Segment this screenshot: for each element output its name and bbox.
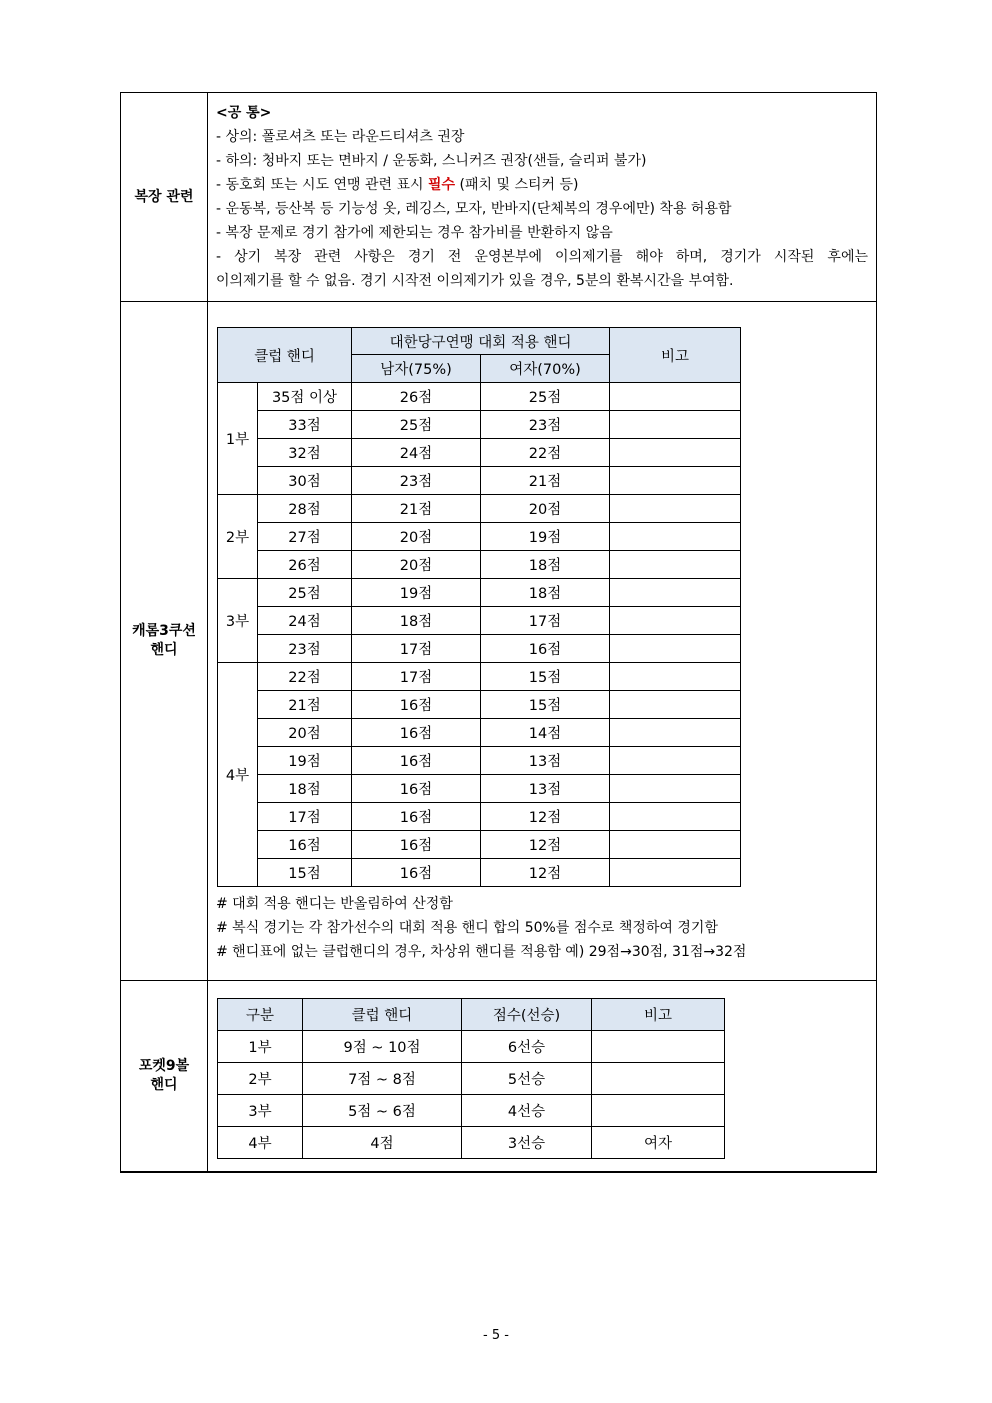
division-cell: 4부 <box>218 663 258 887</box>
table-row <box>218 691 741 719</box>
female-cell: 13점 <box>481 747 610 775</box>
required-mark: 필수 <box>428 177 456 193</box>
club-cell: 25점 <box>258 579 352 607</box>
pocket-header-club: 클럽 핸디 <box>303 999 462 1031</box>
pocket-label <box>121 981 208 1173</box>
male-cell: 18점 <box>352 607 481 635</box>
male-cell: 16점 <box>352 775 481 803</box>
note-cell <box>610 467 741 495</box>
club-cell: 19점 <box>258 747 352 775</box>
female-cell: 12점 <box>481 859 610 887</box>
female-cell: 22점 <box>481 439 610 467</box>
note-cell <box>610 607 741 635</box>
note-cell <box>610 579 741 607</box>
table-row <box>218 495 741 523</box>
pocket-header-score: 점수(선승) <box>462 999 592 1031</box>
male-cell: 17점 <box>352 635 481 663</box>
note-cell <box>610 747 741 775</box>
note-rounding: # 대회 적용 핸디는 반올림하여 산정함 <box>216 896 453 912</box>
table-row <box>218 467 741 495</box>
dress-code-row <box>121 93 877 302</box>
carom-label-line2: 핸디 <box>150 642 178 658</box>
male-cell: 26점 <box>352 383 481 411</box>
pocket-division-cell: 4부 <box>218 1127 303 1159</box>
pocket-club-cell: 5점 ~ 6점 <box>303 1095 462 1127</box>
carom-row <box>121 302 877 981</box>
female-cell: 15점 <box>481 691 610 719</box>
header-club-handicap: 클럽 핸디 <box>218 328 352 383</box>
dress-line-allowed: - 운동복, 등산복 등 기능성 옷, 레깅스, 모자, 반바지(단체복의 경우에만) 착용 허용함 <box>216 201 732 217</box>
pocket-score-cell: 5선승 <box>462 1063 592 1095</box>
male-cell: 19점 <box>352 579 481 607</box>
club-cell: 24점 <box>258 607 352 635</box>
division-cell: 3부 <box>218 579 258 663</box>
male-cell: 16점 <box>352 691 481 719</box>
table-row <box>218 551 741 579</box>
pocket-division-cell: 3부 <box>218 1095 303 1127</box>
note-cell <box>610 439 741 467</box>
note-cell <box>610 691 741 719</box>
note-cell <box>610 551 741 579</box>
note-cell <box>610 831 741 859</box>
dress-line-objection: - 상기 복장 관련 사항은 경기 전 운영본부에 이의제기를 해야 하며, 경기가 시작된 후에는 <box>216 249 868 265</box>
club-cell: 26점 <box>258 551 352 579</box>
pocket-club-cell: 9점 ~ 10점 <box>303 1031 462 1063</box>
table-row <box>218 719 741 747</box>
table-row <box>218 607 741 635</box>
dress-line-emblem-post: (패치 및 스티커 등) <box>455 177 579 193</box>
table-row <box>218 1031 725 1063</box>
dress-line-top: - 상의: 폴로셔츠 또는 라운드티셔츠 권장 <box>216 129 465 145</box>
pocket-club-cell: 4점 <box>303 1127 462 1159</box>
male-cell: 16점 <box>352 747 481 775</box>
note-cell <box>610 635 741 663</box>
male-cell: 16점 <box>352 719 481 747</box>
pocket-row <box>121 981 877 1173</box>
male-cell: 16점 <box>352 831 481 859</box>
pocket-score-cell: 6선승 <box>462 1031 592 1063</box>
female-cell: 13점 <box>481 775 610 803</box>
female-cell: 16점 <box>481 635 610 663</box>
pocket-header-note: 비고 <box>592 999 725 1031</box>
male-cell: 21점 <box>352 495 481 523</box>
carom-content <box>208 302 877 981</box>
club-cell: 22점 <box>258 663 352 691</box>
pocket-label-line2: 핸디 <box>150 1077 178 1093</box>
dress-heading: <공 통> <box>216 105 272 121</box>
club-cell: 30점 <box>258 467 352 495</box>
division-cell: 1부 <box>218 383 258 495</box>
female-cell: 23점 <box>481 411 610 439</box>
pocket-header-division: 구분 <box>218 999 303 1031</box>
note-cell <box>610 523 741 551</box>
table-row <box>218 803 741 831</box>
pocket-club-cell: 7점 ~ 8점 <box>303 1063 462 1095</box>
male-cell: 25점 <box>352 411 481 439</box>
club-cell: 20점 <box>258 719 352 747</box>
club-cell: 23점 <box>258 635 352 663</box>
dress-line-refund: - 복장 문제로 경기 참가에 제한되는 경우 참가비를 반환하지 않음 <box>216 225 613 241</box>
dress-code-content <box>208 93 877 302</box>
pocket-label-line1: 포켓9볼 <box>138 1058 190 1074</box>
note-cell <box>610 859 741 887</box>
table-row <box>218 635 741 663</box>
carom-label <box>121 302 208 981</box>
dress-line-emblem-pre: - 동호회 또는 시도 연맹 관련 표시 <box>216 177 429 193</box>
pocket-note-cell <box>592 1031 725 1063</box>
table-row <box>218 859 741 887</box>
female-cell: 18점 <box>481 579 610 607</box>
pocket-division-cell: 1부 <box>218 1031 303 1063</box>
dress-line-objection-cont: 이의제기를 할 수 없음. 경기 시작전 이의제기가 있을 경우, 5분의 환복시간을 부여함. <box>216 273 734 289</box>
table-row <box>218 411 741 439</box>
rules-table <box>120 92 877 1173</box>
dress-line-emblem <box>216 173 868 197</box>
female-cell: 20점 <box>481 495 610 523</box>
note-cell <box>610 775 741 803</box>
club-cell: 33점 <box>258 411 352 439</box>
club-cell: 35점 이상 <box>258 383 352 411</box>
male-cell: 16점 <box>352 803 481 831</box>
note-cell <box>610 663 741 691</box>
female-cell: 17점 <box>481 607 610 635</box>
note-cell <box>610 411 741 439</box>
note-cell <box>610 803 741 831</box>
pocket-note-cell <box>592 1095 725 1127</box>
pocket-note-cell <box>592 1063 725 1095</box>
pocket-score-cell: 4선승 <box>462 1095 592 1127</box>
club-cell: 27점 <box>258 523 352 551</box>
female-cell: 21점 <box>481 467 610 495</box>
female-cell: 12점 <box>481 831 610 859</box>
table-row <box>218 383 741 411</box>
note-cell <box>610 719 741 747</box>
pocket-score-cell: 3선승 <box>462 1127 592 1159</box>
note-cell <box>610 383 741 411</box>
note-cell <box>610 495 741 523</box>
table-row <box>218 523 741 551</box>
female-cell: 15점 <box>481 663 610 691</box>
female-cell: 12점 <box>481 803 610 831</box>
table-row <box>218 1095 725 1127</box>
note-doubles: # 복식 경기는 각 참가선수의 대회 적용 핸디 합의 50%를 점수로 책정하여 경기함 <box>216 920 718 936</box>
page-number: - 5 - <box>483 1328 509 1343</box>
female-cell: 14점 <box>481 719 610 747</box>
club-cell: 32점 <box>258 439 352 467</box>
carom-notes <box>216 892 876 964</box>
header-female: 여자(70%) <box>481 355 610 383</box>
note-missing-handicap: # 핸디표에 없는 클럽핸디의 경우, 차상위 핸디를 적용함 예) 29점→30점, 31점→32점 <box>216 944 747 960</box>
female-cell: 25점 <box>481 383 610 411</box>
table-row <box>218 831 741 859</box>
carom-label-line1: 캐롬3쿠션 <box>132 623 196 639</box>
club-cell: 21점 <box>258 691 352 719</box>
female-cell: 18점 <box>481 551 610 579</box>
table-row <box>218 747 741 775</box>
male-cell: 20점 <box>352 523 481 551</box>
table-row <box>218 663 741 691</box>
header-applied-handicap: 대한당구연맹 대회 적용 핸디 <box>352 328 610 355</box>
pocket-handicap-table <box>217 998 725 1159</box>
male-cell: 24점 <box>352 439 481 467</box>
pocket-note-cell: 여자 <box>592 1127 725 1159</box>
male-cell: 20점 <box>352 551 481 579</box>
header-male: 남자(75%) <box>352 355 481 383</box>
male-cell: 23점 <box>352 467 481 495</box>
table-row <box>218 1127 725 1159</box>
pocket-content <box>208 981 877 1173</box>
club-cell: 17점 <box>258 803 352 831</box>
table-row <box>218 439 741 467</box>
club-cell: 28점 <box>258 495 352 523</box>
table-row <box>218 775 741 803</box>
male-cell: 16점 <box>352 859 481 887</box>
dress-line-bottom: - 하의: 청바지 또는 면바지 / 운동화, 스니커즈 권장(샌들, 슬리퍼 불가) <box>216 153 647 169</box>
table-row <box>218 1063 725 1095</box>
table-row <box>218 579 741 607</box>
male-cell: 17점 <box>352 663 481 691</box>
club-cell: 16점 <box>258 831 352 859</box>
club-cell: 15점 <box>258 859 352 887</box>
carom-handicap-table <box>217 327 741 887</box>
pocket-division-cell: 2부 <box>218 1063 303 1095</box>
dress-code-label: 복장 관련 <box>121 93 208 302</box>
club-cell: 18점 <box>258 775 352 803</box>
division-cell: 2부 <box>218 495 258 579</box>
female-cell: 19점 <box>481 523 610 551</box>
header-note: 비고 <box>610 328 741 383</box>
